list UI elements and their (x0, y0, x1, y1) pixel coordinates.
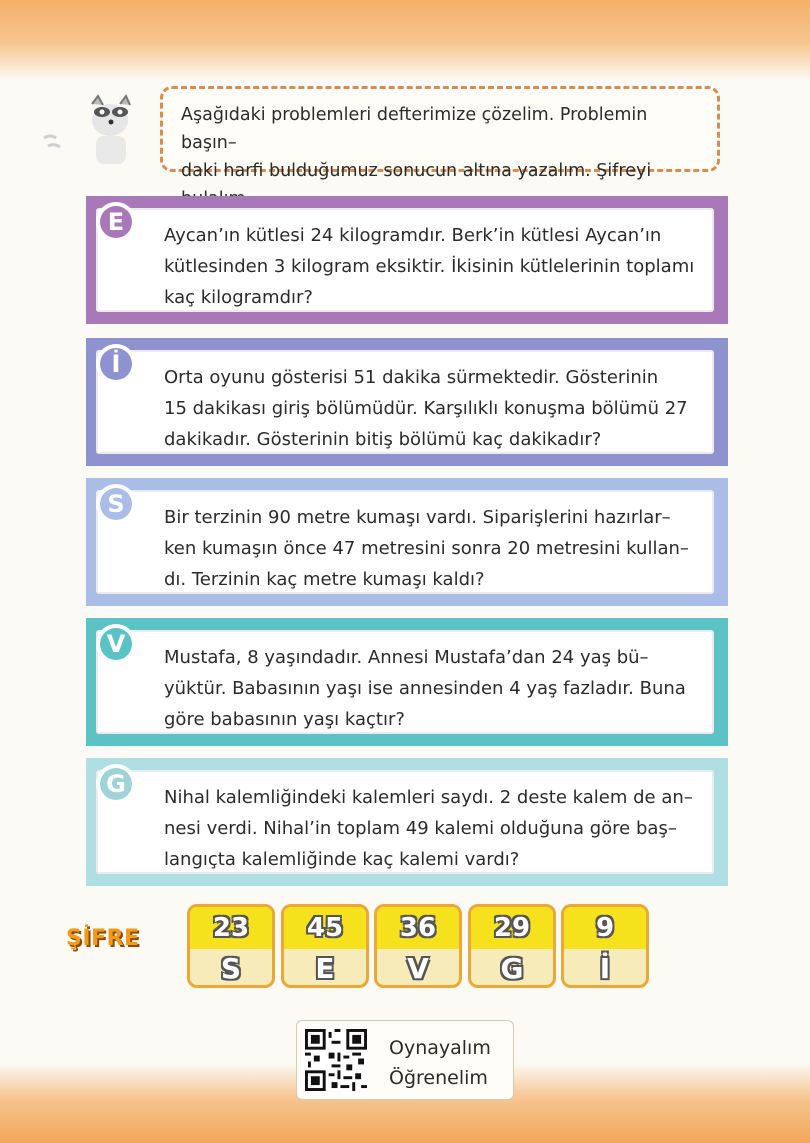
cipher-number: 29 (471, 907, 553, 949)
qr-code-icon[interactable] (305, 1029, 367, 1091)
cipher-label: ŞİFRE (66, 926, 140, 951)
cipher-letter: İ (599, 951, 611, 985)
problem-text-e (96, 208, 714, 312)
letter-badge-e: E (96, 202, 136, 242)
problem-line: göre babasının yaşı kaçtır? (164, 709, 405, 730)
problem-card-g (86, 758, 728, 886)
problem-line: Nihal kalemliğindeki kalemleri saydı. 2 deste kalem de an– (164, 787, 693, 808)
cipher-letter: E (315, 951, 335, 985)
problem-text-g (96, 770, 714, 874)
cipher-letter: S (220, 951, 242, 985)
problem-line: Bir terzinin 90 metre kumaşı vardı. Siparişlerini hazırlar– (164, 507, 671, 528)
problem-line: yüktür. Babasının yaşı ise annesinden 4 yaş fazladır. Buna (164, 678, 686, 699)
cipher-number: 23 (190, 907, 272, 949)
problem-line: Orta oyunu gösterisi 51 dakika sürmektedir. Gösterinin (164, 367, 659, 388)
instructions-box (160, 86, 720, 181)
cipher-letter: V (407, 951, 429, 985)
letter-badge-g: G (96, 764, 136, 804)
qr-caption-line-1: Oynayalım (389, 1037, 491, 1059)
problem-line: dakikadır. Gösterinin bitiş bölümü kaç dakikadır? (164, 429, 602, 450)
letter-badge-i: İ (96, 344, 136, 384)
cipher-box-5 (561, 904, 649, 988)
problem-line: kaç kilogramdır? (164, 287, 313, 308)
instructions-line-1: Aşağıdaki problemleri defterimize çözelim. Problemin başın– (181, 105, 648, 153)
problem-text-s (96, 490, 714, 594)
cipher-number: 45 (284, 907, 366, 949)
cipher-number: 9 (564, 907, 646, 949)
problem-line: langıçta kalemliğinde kaç kalemi vardı? (164, 849, 520, 870)
qr-caption (389, 1033, 491, 1093)
problem-text-i (96, 350, 714, 454)
problem-card-v (86, 618, 728, 746)
raccoon-mascot-icon (40, 90, 132, 170)
problem-line: dı. Terzinin kaç metre kumaşı kaldı? (164, 569, 485, 590)
qr-caption-line-2: Öğrenelim (389, 1067, 488, 1089)
problem-line: 15 dakikası giriş bölümüdür. Karşılıklı konuşma bölümü 27 (164, 398, 688, 419)
cipher-box-4 (468, 904, 556, 988)
problem-text-v (96, 630, 714, 734)
letter-badge-v: V (96, 624, 136, 664)
problem-card-s (86, 478, 728, 606)
problem-line: ken kumaşın önce 47 metresini sonra 20 metresini kullan– (164, 538, 689, 559)
problem-card-e (86, 196, 728, 324)
cipher-number: 36 (377, 907, 459, 949)
cipher-box-1 (187, 904, 275, 988)
instructions-line-2: daki harfi bulduğumuz sonucun altına yazalım. Şifreyi (181, 161, 652, 181)
letter-badge-s: S (96, 484, 136, 524)
problem-line: nesi verdi. Nihal’in toplam 49 kalemi olduğuna göre baş– (164, 818, 677, 839)
qr-card[interactable] (296, 1020, 514, 1100)
cipher-letter: G (500, 951, 524, 985)
problem-card-i (86, 338, 728, 466)
problem-line: Mustafa, 8 yaşındadır. Annesi Mustafa’dan 24 yaş bü– (164, 647, 649, 668)
problem-line: kütlesinden 3 kilogram eksiktir. İkisinin kütlelerinin toplamı (164, 256, 695, 277)
problem-line: Aycan’ın kütlesi 24 kilogramdır. Berk’in kütlesi Aycan’ın (164, 225, 662, 246)
top-band (0, 0, 810, 80)
cipher-box-3 (374, 904, 462, 988)
cipher-box-2 (281, 904, 369, 988)
